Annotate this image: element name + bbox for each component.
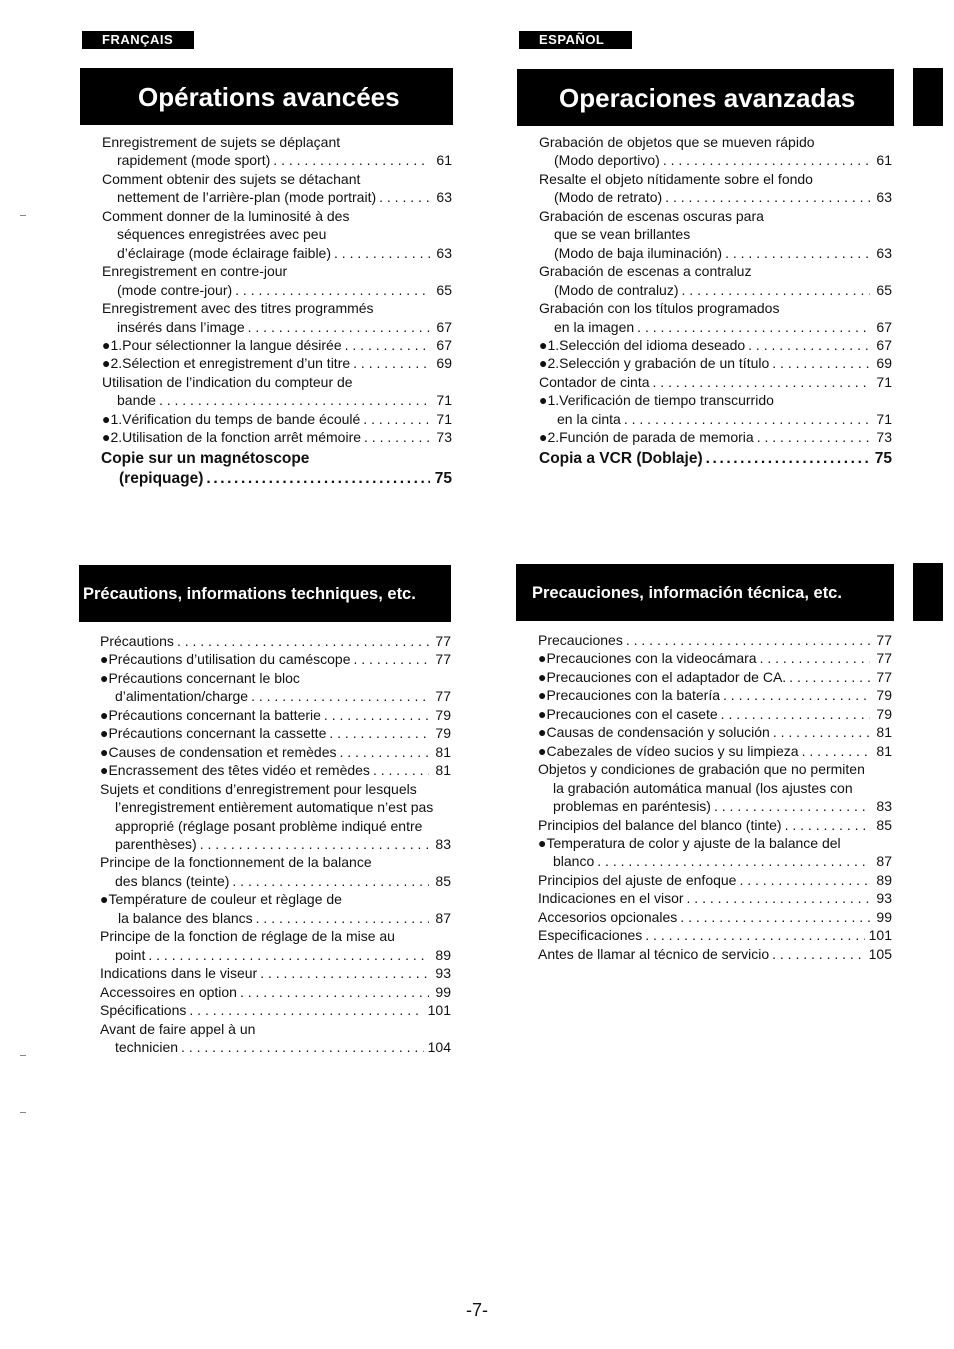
toc-entry-label: Principe de la fonctionnement de la balance	[100, 854, 372, 871]
toc-entry-label: Accesorios opcionales	[538, 908, 678, 925]
leader-dots	[373, 761, 429, 779]
leader-dots	[379, 188, 430, 206]
toc-entry-page: 77	[435, 688, 451, 705]
toc-entry-label: Objetos y condiciones de grabación que no permiten	[538, 761, 865, 778]
toc-entry[interactable]	[100, 927, 451, 945]
toc-entry[interactable]	[100, 872, 451, 890]
leader-dots	[177, 632, 429, 650]
toc-entry-label: ●1.Vérification du temps de bande écoulé	[102, 410, 361, 427]
leader-dots	[240, 983, 429, 1001]
toc-entry[interactable]	[538, 908, 892, 926]
leader-dots	[665, 188, 870, 206]
toc-entry-label: ●Précautions concernant la cassette	[100, 725, 327, 742]
toc-entry[interactable]	[538, 760, 892, 778]
toc-entry[interactable]	[102, 133, 452, 151]
toc-entry-page: 61	[436, 152, 452, 169]
toc-entry-label: bande	[117, 392, 156, 409]
toc-entry-label: Comment donner de la luminosité à des	[102, 207, 350, 224]
toc-entry-page: 65	[436, 281, 452, 298]
divider	[517, 125, 894, 126]
leader-dots	[663, 151, 870, 169]
toc-entry-label: ●Causes de condensation et remèdes	[100, 743, 337, 760]
toc-entry-label: Avant de faire appel à un	[100, 1020, 256, 1037]
toc-entry-page: 61	[876, 152, 892, 169]
leader-dots	[757, 428, 870, 446]
toc-entry[interactable]	[102, 170, 452, 188]
toc-entry-label: point	[115, 946, 146, 963]
toc-entry-label: ●Cabezales de vídeo sucios y su limpieza	[538, 742, 799, 759]
leader-dots	[597, 852, 870, 870]
toc-entry[interactable]	[102, 281, 452, 299]
toc-entry-page: 75	[434, 470, 452, 487]
language-tag-spanish: ESPAÑOL	[519, 31, 632, 49]
toc-entry-page: 63	[436, 189, 452, 206]
toc-entry-page: 77	[435, 651, 451, 668]
toc-entry[interactable]	[100, 687, 451, 705]
leader-dots	[353, 650, 429, 668]
toc-entry-label: ●Precauciones con el casete	[538, 705, 718, 722]
toc-entry[interactable]	[538, 889, 892, 907]
toc-entry[interactable]	[100, 909, 451, 927]
toc-entry-label: ●Precauciones con la videocámara	[538, 650, 757, 667]
leader-dots	[653, 373, 870, 391]
toc-entry-page: 63	[436, 244, 452, 261]
toc-entry-page: 77	[876, 668, 892, 685]
toc-entry-page: 85	[435, 872, 451, 889]
toc-entry-page: 83	[876, 798, 892, 815]
toc-entry-page: 79	[435, 725, 451, 742]
toc-entry-label: Sujets et conditions d’enregistrement pour lesquels	[100, 780, 417, 797]
toc-entry[interactable]	[100, 1001, 451, 1019]
toc-entry-page: 67	[436, 336, 452, 353]
leader-dots	[273, 151, 430, 169]
toc-entry-label: ●Précautions d’utilisation du caméscope	[100, 651, 351, 668]
toc-entry[interactable]	[100, 650, 451, 668]
toc-entry[interactable]	[102, 151, 452, 169]
toc-entry-page: 77	[435, 633, 451, 649]
toc-entry-label: Enregistrement avec des titres programmés	[102, 300, 374, 317]
toc-entry-label: d’éclairage (mode éclairage faible)	[117, 244, 332, 261]
toc-entry[interactable]	[538, 871, 892, 889]
toc-entry-page: 71	[436, 410, 452, 427]
toc-entry-label: ●Causas de condensación y solución	[538, 724, 770, 741]
toc-entry[interactable]	[538, 723, 892, 741]
toc-entry-page: 75	[874, 450, 892, 467]
toc-entry[interactable]	[539, 428, 892, 446]
toc-entry[interactable]	[538, 926, 892, 944]
toc-entry[interactable]	[102, 262, 452, 280]
toc-entry-label: ●2.Selección y grabación de un título	[539, 355, 770, 372]
leader-dots	[189, 1001, 423, 1019]
leader-dots	[723, 686, 870, 704]
leader-dots	[256, 909, 429, 927]
section-title-precautions-es: Precauciones, información técnica, etc.	[516, 564, 894, 621]
toc-entry[interactable]	[539, 244, 892, 262]
toc-entry-label: Copia a VCR (Doblaje)	[539, 450, 703, 467]
toc-entry[interactable]	[539, 281, 892, 299]
divider	[516, 620, 894, 621]
leader-dots	[206, 469, 430, 489]
toc-entry-label: problemas en paréntesis)	[553, 798, 711, 815]
toc-entry-page: 63	[876, 244, 892, 261]
toc-entry-label: ●Temperatura de color y ajuste de la balance del	[538, 834, 841, 851]
toc-entry[interactable]	[538, 742, 892, 760]
toc-entry-page: 81	[435, 762, 451, 779]
leader-dots	[363, 410, 430, 428]
toc-entry[interactable]	[102, 225, 452, 243]
toc-entry-page: 83	[435, 835, 451, 852]
toc-entry-page: 79	[876, 705, 892, 722]
toc-entry-page: 81	[876, 724, 892, 741]
toc-entry[interactable]	[538, 852, 892, 870]
divider	[79, 621, 451, 622]
leader-dots	[789, 668, 870, 686]
toc-copy-fr	[101, 449, 452, 489]
toc-entry[interactable]	[102, 410, 452, 428]
toc-entry-label: rapidement (mode sport)	[117, 152, 271, 169]
toc-entry-page: 101	[427, 1002, 451, 1019]
toc-entry[interactable]	[538, 834, 892, 852]
toc-advanced-es	[539, 133, 892, 447]
toc-entry[interactable]	[102, 373, 452, 391]
toc-entry-label: Resalte el objeto nítidamente sobre el fondo	[539, 170, 813, 187]
toc-entry-page: 105	[868, 945, 892, 962]
toc-entry-label: Principe de la fonction de réglage de la mise au	[100, 928, 395, 945]
toc-entry-label: nettement de l’arrière-plan (mode portrait)	[117, 189, 377, 206]
toc-entry[interactable]	[539, 133, 892, 151]
leader-dots	[748, 336, 870, 354]
section-title-precautions-fr: Précautions, informations techniques, etc.	[79, 565, 451, 622]
toc-entry-page: 93	[435, 965, 451, 982]
toc-entry[interactable]	[102, 207, 452, 225]
toc-entry[interactable]	[102, 391, 452, 409]
toc-entry-label: Enregistrement de sujets se déplaçant	[102, 134, 341, 150]
section-marker-bar	[913, 68, 943, 126]
leader-dots	[353, 354, 430, 372]
toc-entry-label: Contador de cinta	[539, 373, 650, 390]
toc-entry[interactable]	[102, 354, 452, 372]
toc-entry-page: 77	[876, 650, 892, 667]
toc-entry-label: ●Precauciones con la batería	[538, 687, 721, 704]
toc-entry-label: l’enregistrement entièrement automatique n’est pas	[115, 799, 434, 816]
toc-entry[interactable]	[539, 170, 892, 188]
toc-entry[interactable]	[538, 705, 892, 723]
page-number: -7-	[466, 1300, 488, 1320]
leader-dots	[340, 743, 430, 761]
toc-entry-page: 77	[876, 632, 892, 648]
toc-entry-label: insérés dans l’image	[117, 318, 245, 335]
toc-entry[interactable]	[539, 207, 892, 225]
toc-entry-label: Antes de llamar al técnico de servicio	[538, 945, 770, 962]
toc-entry[interactable]	[100, 946, 451, 964]
toc-entry[interactable]	[102, 318, 452, 336]
toc-entry-page: 79	[435, 706, 451, 723]
section-title-advanced-operations-fr: Opérations avancées	[80, 68, 453, 125]
toc-entry-label: ●1.Pour sélectionner la langue désirée	[102, 336, 342, 353]
toc-entry[interactable]	[539, 299, 892, 317]
leader-dots	[637, 318, 870, 336]
toc-entry[interactable]	[538, 797, 892, 815]
toc-entry[interactable]	[102, 299, 452, 317]
toc-entry-page: 73	[876, 429, 892, 446]
toc-entry-label: Especificaciones	[538, 927, 643, 944]
toc-entry-label: Spécifications	[100, 1002, 187, 1019]
toc-entry-label: (Modo de baja iluminación)	[554, 244, 723, 261]
leader-dots	[714, 797, 870, 815]
margin-mark	[20, 1112, 26, 1113]
toc-entry-label: Précautions	[100, 633, 174, 649]
toc-entry-label: (Modo de contraluz)	[554, 281, 679, 298]
toc-entry-label: Comment obtenir des sujets se détachant	[102, 170, 361, 187]
toc-entry-page: 81	[876, 742, 892, 759]
toc-entry[interactable]	[100, 817, 451, 835]
leader-dots	[802, 742, 870, 760]
section-marker-bar	[913, 563, 943, 621]
leader-dots	[159, 391, 430, 409]
toc-copy-es	[539, 449, 892, 469]
toc-entry[interactable]	[100, 1038, 451, 1056]
toc-entry[interactable]	[100, 853, 451, 871]
toc-entry-page: 101	[868, 927, 892, 944]
toc-entry-page: 67	[436, 318, 452, 335]
toc-entry[interactable]	[539, 188, 892, 206]
toc-entry-label: que se vean brillantes	[554, 226, 691, 243]
toc-entry-label: en la imagen	[554, 318, 635, 335]
toc-entry-label: blanco	[553, 853, 595, 870]
toc-entry[interactable]	[539, 410, 892, 428]
leader-dots	[345, 336, 430, 354]
toc-entry-page: 87	[435, 909, 451, 926]
toc-entry[interactable]	[539, 336, 892, 354]
toc-entry-label: Indicaciones en el visor	[538, 890, 684, 907]
toc-entry-label: ●1.Verificación de tiempo transcurrido	[539, 392, 774, 409]
leader-dots	[334, 244, 430, 262]
toc-entry-label: des blancs (teinte)	[115, 872, 230, 889]
toc-entry-page: 71	[876, 373, 892, 390]
leader-dots	[232, 872, 429, 890]
toc-entry-label: la balance des blancs	[118, 909, 253, 926]
toc-entry[interactable]	[100, 743, 451, 761]
toc-entry-page: 69	[876, 355, 892, 372]
leader-dots	[148, 946, 429, 964]
toc-entry-label: ●Precauciones con el adaptador de CA.	[538, 668, 787, 685]
toc-entry[interactable]	[538, 631, 892, 649]
toc-entry[interactable]	[539, 391, 892, 409]
margin-mark	[20, 215, 26, 216]
leader-dots	[687, 889, 870, 907]
toc-entry-label: ●Encrassement des têtes vidéo et remèdes	[100, 762, 370, 779]
toc-entry-label: ●1.Selección del idioma deseado	[539, 336, 746, 353]
toc-entry[interactable]	[100, 890, 451, 908]
toc-entry-label: ●2.Utilisation de la fonction arrêt mémoire	[102, 429, 362, 446]
toc-entry-label: ●2.Función de parada de memoria	[539, 429, 754, 446]
toc-entry-page: 104	[427, 1038, 451, 1055]
toc-entry[interactable]	[100, 798, 451, 816]
leader-dots	[682, 281, 870, 299]
toc-entry-label: (Modo de retrato)	[554, 189, 663, 206]
toc-precautions-fr	[100, 632, 451, 1056]
toc-entry-label: (repiquage)	[119, 470, 204, 487]
toc-entry-page: 65	[876, 281, 892, 298]
toc-entry-label: parenthèses)	[115, 835, 197, 852]
language-tag-french: FRANÇAIS	[82, 31, 194, 49]
toc-entry[interactable]	[100, 835, 451, 853]
leader-dots	[725, 244, 870, 262]
leader-dots	[329, 724, 429, 742]
toc-entry-copy-fr[interactable]	[101, 469, 452, 489]
leader-dots	[760, 649, 870, 667]
toc-entry-label: Grabación de escenas a contraluz	[539, 263, 752, 280]
toc-entry-page: 85	[876, 816, 892, 833]
leader-dots	[324, 706, 429, 724]
toc-entry-label: Indications dans le viseur	[100, 965, 258, 982]
leader-dots	[739, 871, 870, 889]
toc-advanced-fr	[102, 133, 452, 447]
toc-entry[interactable]	[100, 669, 451, 687]
leader-dots	[260, 964, 429, 982]
toc-entry-page: 67	[876, 318, 892, 335]
leader-dots	[248, 318, 430, 336]
toc-entry-page: 79	[876, 687, 892, 704]
toc-entry-label: ●Précautions concernant la batterie	[100, 706, 321, 723]
leader-dots	[645, 926, 864, 944]
toc-entry-copy-es[interactable]	[539, 449, 892, 469]
toc-entry-label: ●Température de couleur et règlage de	[100, 891, 342, 908]
toc-entry-label: d’alimentation/charge	[115, 688, 249, 705]
toc-entry[interactable]	[100, 724, 451, 742]
toc-entry[interactable]	[100, 780, 451, 798]
toc-entry-label: (mode contre-jour)	[117, 281, 233, 298]
toc-entry-page: 93	[876, 890, 892, 907]
leader-dots	[706, 449, 870, 469]
section-title-advanced-operations-es: Operaciones avanzadas	[517, 69, 894, 126]
toc-entry-label: séquences enregistrées avec peu	[117, 226, 327, 243]
toc-entry-page: 73	[436, 429, 452, 446]
toc-entry-label: Grabación con los títulos programados	[539, 300, 780, 317]
toc-entry[interactable]	[538, 779, 892, 797]
toc-entry[interactable]	[539, 262, 892, 280]
toc-entry-label: Grabación de objetos que se mueven rápido	[539, 134, 815, 150]
toc-entry-page: 71	[876, 410, 892, 427]
toc-entry[interactable]	[539, 225, 892, 243]
toc-entry-label: Precauciones	[538, 632, 623, 648]
toc-entry-label: Utilisation de l’indication du compteur de	[102, 373, 353, 390]
toc-entry-label: la grabación automática manual (los ajustes con	[553, 779, 853, 796]
toc-entry[interactable]	[538, 945, 892, 963]
leader-dots	[181, 1038, 424, 1056]
toc-entry-label: Accessoires en option	[100, 983, 237, 1000]
leader-dots	[624, 410, 870, 428]
toc-entry-label: ●2.Sélection et enregistrement d’un titre	[102, 355, 351, 372]
toc-entry-label: (Modo deportivo)	[554, 152, 660, 169]
toc-entry[interactable]	[538, 668, 892, 686]
leader-dots	[200, 835, 429, 853]
toc-entry[interactable]	[539, 151, 892, 169]
toc-entry-copy-title-fr[interactable]	[101, 449, 452, 469]
margin-mark	[20, 1055, 26, 1056]
leader-dots	[626, 631, 870, 649]
leader-dots	[785, 816, 870, 834]
toc-entry-label: Principios del ajuste de enfoque	[538, 871, 737, 888]
toc-entry[interactable]	[102, 428, 452, 446]
leader-dots	[772, 354, 870, 372]
leader-dots	[364, 428, 430, 446]
toc-entry-page: 63	[876, 189, 892, 206]
toc-entry[interactable]	[539, 354, 892, 372]
toc-entry[interactable]	[100, 964, 451, 982]
leader-dots	[235, 281, 430, 299]
toc-entry[interactable]	[538, 649, 892, 667]
toc-precautions-es	[538, 631, 892, 963]
divider	[80, 124, 453, 125]
toc-entry[interactable]	[538, 686, 892, 704]
leader-dots	[251, 687, 429, 705]
leader-dots	[680, 908, 870, 926]
toc-entry-page: 81	[435, 743, 451, 760]
toc-entry[interactable]	[100, 1020, 451, 1038]
toc-entry[interactable]	[100, 983, 451, 1001]
toc-entry[interactable]	[102, 336, 452, 354]
toc-entry-label: Grabación de escenas oscuras para	[539, 207, 764, 224]
toc-entry-page: 89	[435, 946, 451, 963]
leader-dots	[721, 705, 870, 723]
toc-entry-page: 87	[876, 853, 892, 870]
toc-entry-label: ●Précautions concernant le bloc	[100, 669, 300, 686]
leader-dots	[772, 945, 865, 963]
toc-entry-page: 99	[876, 908, 892, 925]
toc-entry[interactable]	[100, 632, 451, 650]
toc-entry-label: Enregistrement en contre-jour	[102, 263, 288, 280]
toc-entry[interactable]	[100, 761, 451, 779]
toc-entry[interactable]	[100, 706, 451, 724]
leader-dots	[773, 723, 870, 741]
toc-entry-page: 89	[876, 871, 892, 888]
toc-entry-page: 71	[436, 392, 452, 409]
toc-entry-label: en la cinta	[557, 410, 621, 427]
toc-entry-label: technicien	[115, 1038, 179, 1055]
toc-entry[interactable]	[102, 188, 452, 206]
toc-entry-page: 67	[876, 336, 892, 353]
toc-entry[interactable]	[539, 373, 892, 391]
toc-entry[interactable]	[539, 318, 892, 336]
toc-entry-page: 99	[435, 983, 451, 1000]
toc-entry[interactable]	[538, 816, 892, 834]
toc-entry[interactable]	[102, 244, 452, 262]
toc-entry-label: approprié (réglage posant problème indiqué entre	[115, 817, 423, 834]
toc-entry-label: Copie sur un magnétoscope	[101, 450, 310, 467]
toc-entry-page: 69	[436, 355, 452, 372]
toc-entry-label: Principios del balance del blanco (tinte)	[538, 816, 782, 833]
